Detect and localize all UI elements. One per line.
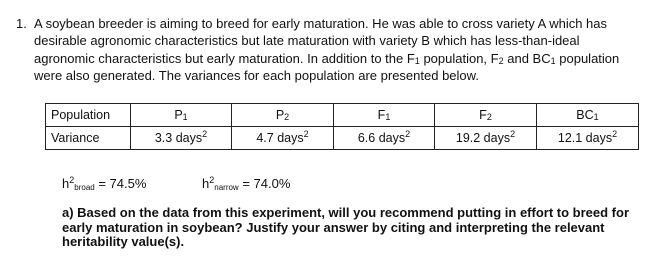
question-number: 1.: [16, 16, 27, 31]
table-header-cell: $BC_1$: [537, 104, 639, 127]
sub-question-a: [62, 206, 638, 250]
table-header-cell: $P_1$: [131, 104, 232, 127]
question-line: desirable agronomic characteristics but late maturation with variety B which has less-than-ideal: [34, 33, 580, 49]
question-line: were also generated. The variances for each population are presented below.: [34, 68, 479, 84]
table-cell: 4.7 days$^2$: [232, 127, 334, 150]
variance-table: [45, 103, 639, 150]
table-cell: 12.1 days$^2$: [537, 127, 639, 150]
question-text: [34, 15, 634, 85]
broad-sense-heritability: $h^2_{broad} = 74.5\%$: [62, 175, 147, 192]
table-cell: 6.6 days$^2$: [334, 127, 435, 150]
sub-question-line: heritability value(s).: [62, 234, 185, 249]
table-header-cell: $F_1$: [334, 104, 435, 127]
question-line: agronomic characteristics but early maturation. In addition to the $F_1$ population, $F_2$ and $BC_1$ population: [34, 50, 620, 66]
table-header-cell: $F_2$: [435, 104, 537, 127]
table-cell: 3.3 days$^2$: [131, 127, 232, 150]
table-header-cell: $P_2$: [232, 104, 334, 127]
sub-question-line: early maturation in soybean? Justify your answer by citing and interpreting the relevant: [62, 219, 605, 235]
question-line: A soybean breeder is aiming to breed for early maturation. He was able to cross variety A which has: [34, 16, 608, 31]
narrow-sense-heritability: $h^2_{narrow} = 74.0\%$: [202, 175, 291, 192]
table-row-label: Variance: [46, 127, 131, 150]
sub-question-line: a) Based on the data from this experiment, will you recommend putting in effort to breed for: [62, 205, 630, 220]
table-header-cell: Population: [46, 104, 131, 127]
table-cell: 19.2 days$^2$: [435, 127, 537, 150]
table-row: [46, 127, 639, 150]
table-header-row: [46, 104, 639, 127]
